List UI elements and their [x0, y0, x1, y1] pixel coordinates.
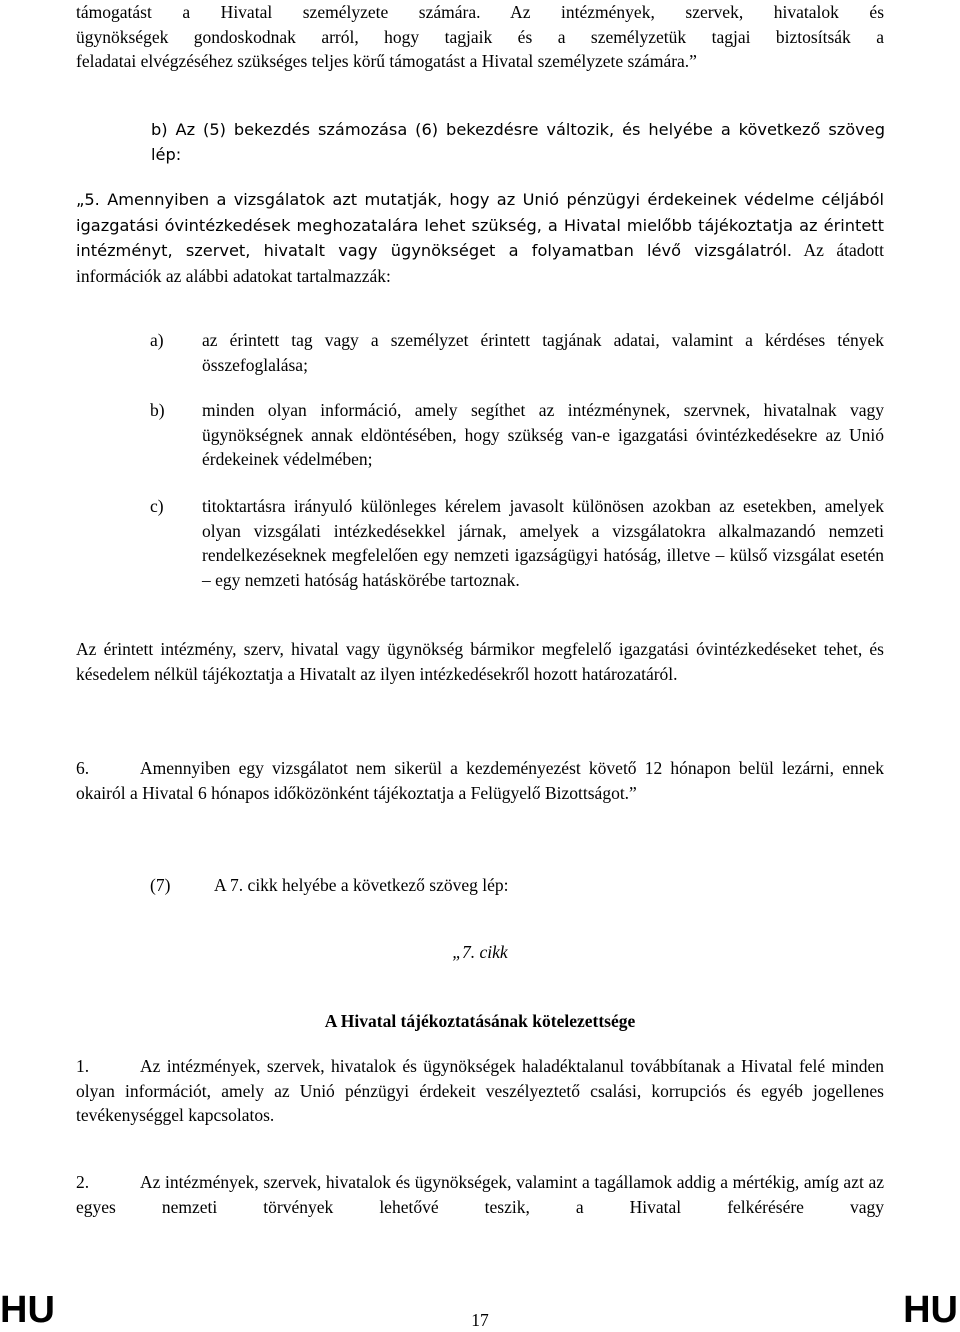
footer-language-right: HU [903, 1289, 958, 1331]
top-paragraph [76, 0, 884, 74]
section-5-paragraph [76, 187, 884, 288]
article-point-2-text: Az intézmények, szervek, hivatalok és ügynökségek, valamint a tagállamok addig a mértékig, amíg azt az egyes nemzeti törvények lehetővé teszik, a Hivatal felkérésére vagy [76, 1172, 884, 1217]
article-point-2-number: 2. [76, 1172, 90, 1192]
article-point-1-number: 1. [76, 1056, 90, 1076]
article-point-1-text: Az intézmények, szervek, hivatalok és ügynökségek haladéktalanul továbbítanak a Hivatal felé minden olyan információt, amely az Unió pénzügyi érdekeit veszélyeztető csalási, korrupciós és egyéb jogellenes tevékenységgel kapcsolatos. [76, 1056, 884, 1125]
section-6-number: 6. [76, 758, 90, 778]
point-7-number: (7) [150, 875, 171, 895]
article-title: A Hivatal tájékoztatásának kötelezettsége [324, 1011, 636, 1031]
section-6-text: Amennyiben egy vizsgálatot nem sikerül a kezdeményezést követő 12 hónapon belül lezárni, ennek okairól a Hivatal 6 hónapos időközönként tájékoztatja a Felügyelő Bizottságot.” [76, 758, 884, 803]
point-7-text: A 7. cikk helyébe a következő szöveg lép: [214, 875, 509, 895]
top-paragraph-line-1: támogatást a Hivatal személyzete számára. Az intézmények, szervek, hivatalok és [76, 2, 884, 22]
item-c-text: titoktartásra irányuló különleges kérelem javasolt különösen azokban az esetekben, amelyek olyan vizsgálati intézkedésekkel járnak, amelyek a vizsgálatokra alkalmazandó nemzeti rendelkezéseknek megfelelően egy nemzeti igazságügyi hatóság, illetve – külső vizsgálat esetén – egy nemzeti hatóság hatáskörébe tartoznak. [202, 496, 884, 590]
footer-language-left: HU [0, 1289, 55, 1331]
point-b-text: b) Az (5) bekezdés számozása (6) bekezdésre változik, és helyébe a következő szöveg lép: [151, 120, 885, 164]
item-c-letter: c) [150, 496, 164, 516]
section-6 [76, 756, 884, 805]
page-number: 17 [471, 1310, 489, 1330]
point-b-amendment [151, 117, 885, 167]
article-point-2 [76, 1170, 884, 1219]
item-a-letter: a) [150, 330, 164, 350]
article-point-1 [76, 1054, 884, 1128]
article-number: „7. cikk [452, 942, 508, 962]
top-paragraph-line-2: ügynökségek gondoskodnak arról, hogy tagjaik és a személyzetük tagjai biztosítsák a [76, 26, 884, 47]
item-a-text: az érintett tag vagy a személyzet érintett tagjának adatai, valamint a kérdéses tények összefoglalása; [202, 330, 884, 375]
section-5-intro: „5. Amennyiben a vizsgálatok azt mutatják, hogy az Unió pénzügyi érdekeinek védelme céljából igazgatási óvintézkedések meghozatalára lehet szükség, a Hivatal mielőbb tájékoztatja az érintett intézményt, szervet, hivatalt vagy ügynökséget a folyamatban lévő vizsgálatról. [76, 190, 884, 260]
top-paragraph-line-3: feladatai elvégzéséhez szükséges teljes körű támogatást a Hivatal személyzete számára.” [76, 51, 697, 71]
item-b-text: minden olyan információ, amely segíthet az intézménynek, szervnek, hivatalnak vagy ügynökségnek annak eldöntésében, hogy szükség van-e igazgatási óvintézkedésekre az Unió érdekeinek védelmében; [202, 400, 884, 469]
section-5-intro-tail: Az átadott információk az alábbi adatokat tartalmazzák: [76, 240, 884, 286]
item-b-letter: b) [150, 400, 165, 420]
section-5-closing: Az érintett intézmény, szerv, hivatal vagy ügynökség bármikor megfelelő igazgatási óvintézkedéseket tehet, és késedelem nélkül tájékoztatja a Hivatalt az ilyen intézkedésekről hozott határozatáról. [76, 639, 884, 684]
